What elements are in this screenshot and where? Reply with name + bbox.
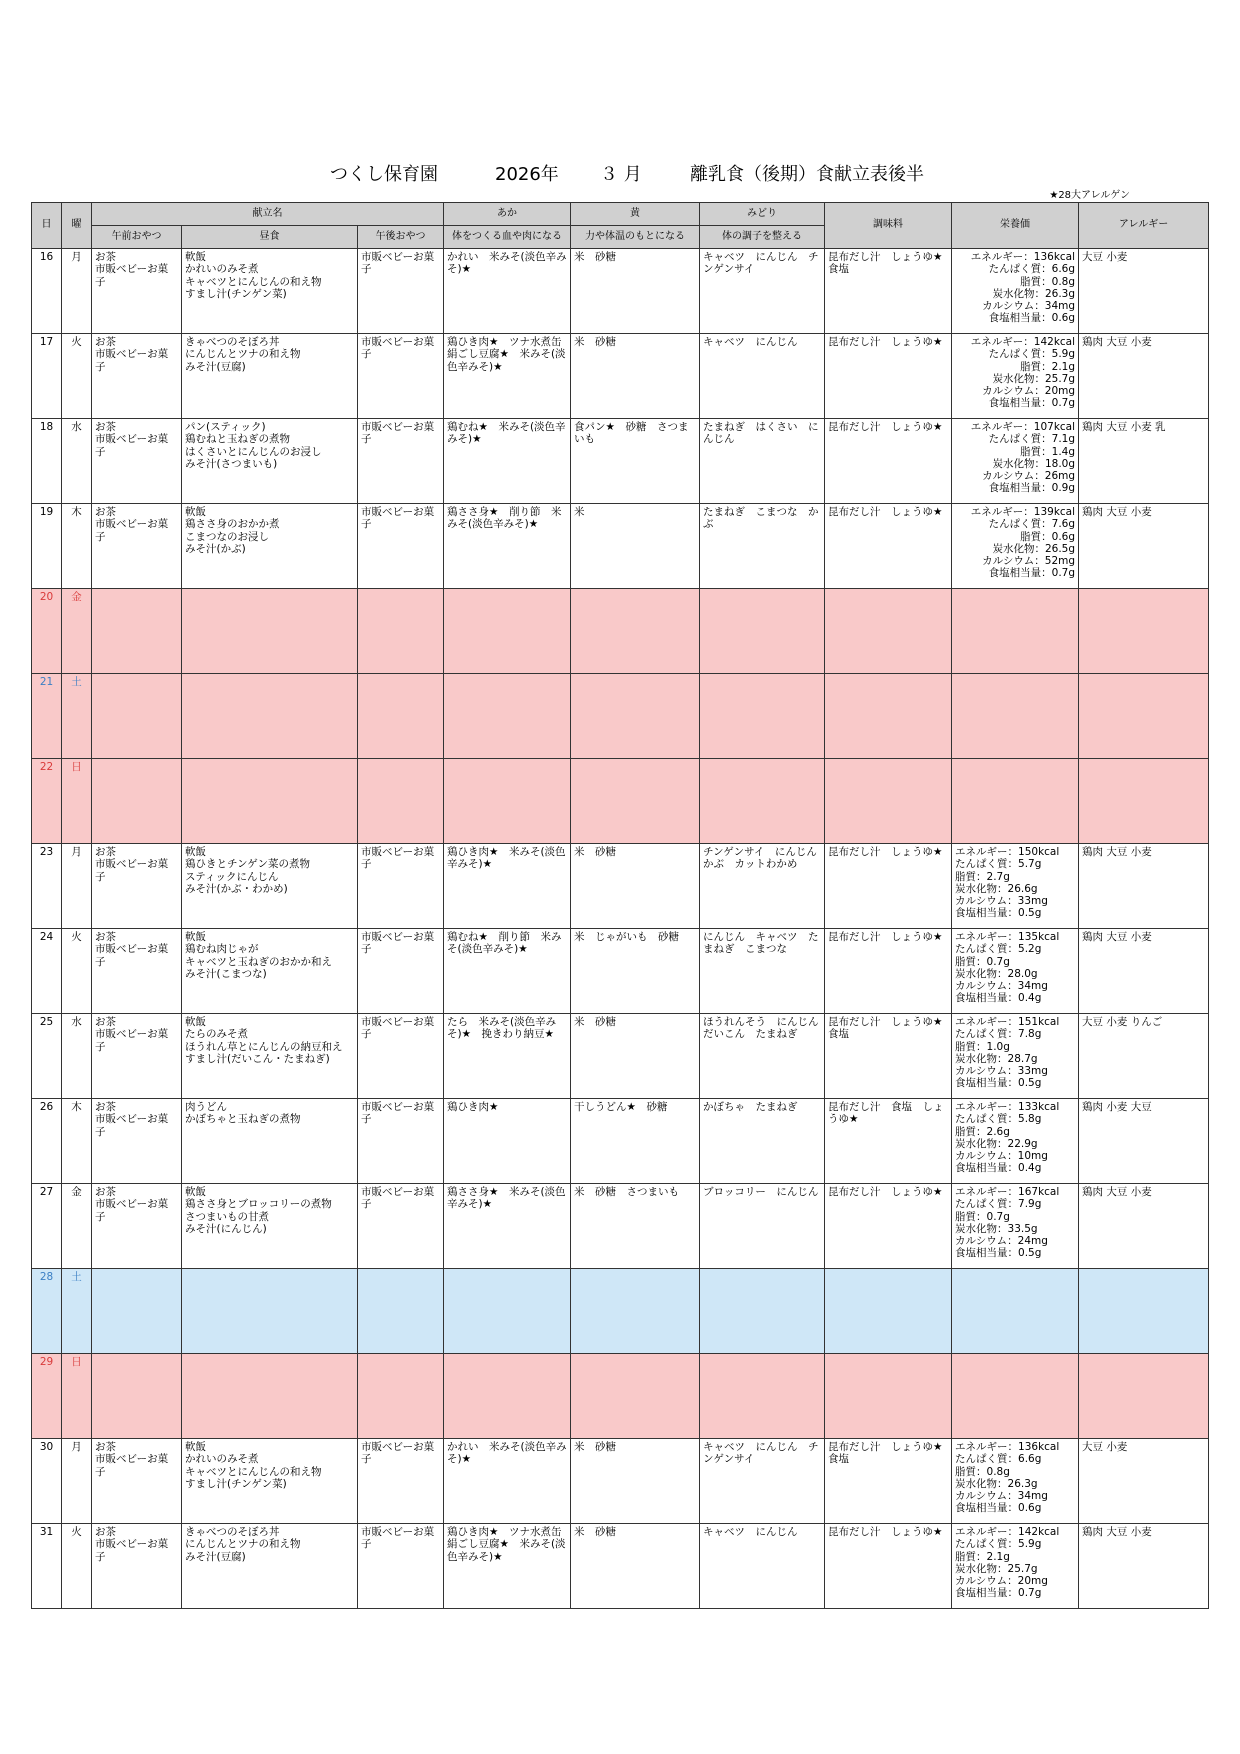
pm-cell: 市販ベビーお菓子 [358,334,444,419]
lunch-cell: パン(スティック) 鶏むねと玉ねぎの煮物 はくさいとにんじんのお浸し みそ汁(さつまいも) [182,419,358,504]
allergy-cell: 鶏肉 大豆 小麦 [1079,844,1209,929]
table-row [32,1184,1209,1269]
red-cell: 鶏ささ身★ 米みそ(淡色辛みそ)★ [444,1184,571,1269]
table-row [32,1354,1209,1439]
seasoning-cell: 昆布だし汁 しょうゆ★ [825,334,952,419]
seasoning-cell: 昆布だし汁 しょうゆ★ [825,844,952,929]
weekday-cell: 土 [62,1269,92,1354]
weekday-cell: 木 [62,1099,92,1184]
yellow-cell: 米 砂糖 さつまいも [571,1184,700,1269]
lunch-cell [182,674,358,759]
nutrition-cell: エネルギー：151kcal たんぱく質：7.8g 脂質：1.0g 炭水化物：28.7g カルシウム：33mg 食塩相当量：0.5g [952,1014,1079,1099]
lunch-cell: 軟飯 鶏ささ身とブロッコリーの煮物 さつまいもの甘煮 みそ汁(にんじん) [182,1184,358,1269]
pm-cell: 市販ベビーお菓子 [358,929,444,1014]
am-cell [92,674,182,759]
pm-cell: 市販ベビーお菓子 [358,249,444,334]
red-cell: たら 米みそ(淡色辛みそ)★ 挽きわり納豆★ [444,1014,571,1099]
allergy-cell: 大豆 小麦 りんご [1079,1014,1209,1099]
green-cell: にんじん キャベツ たまねぎ こまつな [700,929,825,1014]
seasoning-cell: 昆布だし汁 しょうゆ★ 食塩 [825,1014,952,1099]
seasoning-cell: 昆布だし汁 しょうゆ★ [825,929,952,1014]
weekday-cell: 月 [62,1439,92,1524]
col-am: 午前おやつ [92,226,182,249]
red-cell [444,1269,571,1354]
allergy-cell: 鶏肉 大豆 小麦 [1079,1524,1209,1609]
day-cell: 28 [32,1269,62,1354]
weekday-cell: 日 [62,759,92,844]
seasoning-cell: 昆布だし汁 しょうゆ★ [825,1524,952,1609]
green-cell: キャベツ にんじん [700,334,825,419]
col-allergy: アレルギー [1079,203,1209,249]
nutrition-cell [952,589,1079,674]
table-row [32,1099,1209,1184]
day-cell: 25 [32,1014,62,1099]
day-cell: 24 [32,929,62,1014]
yellow-cell: 米 じゃがいも 砂糖 [571,929,700,1014]
seasoning-cell [825,674,952,759]
year: 2026年 [495,164,559,185]
table-row [32,674,1209,759]
table-row [32,334,1209,419]
seasoning-cell [825,1354,952,1439]
pm-cell [358,674,444,759]
menu-title: 離乳食（後期）食献立表後半 [690,164,924,185]
pm-cell: 市販ベビーお菓子 [358,1184,444,1269]
nutrition-cell: エネルギー：139kcal たんぱく質：7.6g 脂質：0.6g 炭水化物：26.5g カルシウム：52mg 食塩相当量：0.7g [952,504,1079,589]
col-green-sub: 体の調子を整える [700,226,825,249]
green-cell: キャベツ にんじん チンゲンサイ [700,249,825,334]
lunch-cell: 軟飯 鶏ひきとチンゲン菜の煮物 スティックにんじん みそ汁(かぶ・わかめ) [182,844,358,929]
allergy-cell: 鶏肉 大豆 小麦 [1079,929,1209,1014]
green-cell [700,759,825,844]
allergy-cell [1079,674,1209,759]
table-row [32,1524,1209,1609]
col-red: あか [444,203,571,226]
table-row [32,759,1209,844]
col-pm: 午後おやつ [358,226,444,249]
page-title [0,160,1240,186]
am-cell: お茶 市販ベビーお菓子 [92,1099,182,1184]
yellow-cell: 食パン★ 砂糖 さつまいも [571,419,700,504]
am-cell [92,759,182,844]
table-row [32,419,1209,504]
yellow-cell [571,589,700,674]
pm-cell: 市販ベビーお菓子 [358,504,444,589]
red-cell: 鶏むね★ 削り節 米みそ(淡色辛みそ)★ [444,929,571,1014]
weekday-cell: 金 [62,1184,92,1269]
table-row [32,504,1209,589]
nutrition-cell [952,674,1079,759]
green-cell: たまねぎ はくさい にんじん [700,419,825,504]
pm-cell [358,1269,444,1354]
lunch-cell: 軟飯 かれいのみそ煮 キャベツとにんじんの和え物 すまし汁(チンゲン菜) [182,249,358,334]
pm-cell: 市販ベビーお菓子 [358,1014,444,1099]
lunch-cell [182,589,358,674]
am-cell: お茶 市販ベビーお菓子 [92,1524,182,1609]
nutrition-cell: エネルギー：107kcal たんぱく質：7.1g 脂質：1.4g 炭水化物：18.0g カルシウム：26mg 食塩相当量：0.9g [952,419,1079,504]
col-seasoning: 調味料 [825,203,952,249]
weekday-cell: 月 [62,249,92,334]
am-cell [92,589,182,674]
table-row [32,844,1209,929]
allergy-cell [1079,589,1209,674]
nutrition-cell: エネルギー：167kcal たんぱく質：7.9g 脂質：0.7g 炭水化物：33.5g カルシウム：24mg 食塩相当量：0.5g [952,1184,1079,1269]
school-name: つくし保育園 [330,164,438,185]
green-cell [700,674,825,759]
green-cell: チンゲンサイ にんじん かぶ カットわかめ [700,844,825,929]
green-cell: ほうれんそう にんじん だいこん たまねぎ [700,1014,825,1099]
col-menu-group: 献立名 [92,203,444,226]
allergy-cell: 鶏肉 大豆 小麦 [1079,334,1209,419]
yellow-cell [571,674,700,759]
am-cell: お茶 市販ベビーお菓子 [92,844,182,929]
allergy-cell: 大豆 小麦 [1079,249,1209,334]
nutrition-cell [952,1354,1079,1439]
table-row [32,1014,1209,1099]
nutrition-cell: エネルギー：142kcal たんぱく質：5.9g 脂質：2.1g 炭水化物：25.7g カルシウム：20mg 食塩相当量：0.7g [952,1524,1079,1609]
green-cell: ブロッコリー にんじん [700,1184,825,1269]
am-cell: お茶 市販ベビーお菓子 [92,504,182,589]
pm-cell: 市販ベビーお菓子 [358,844,444,929]
red-cell: 鶏ひき肉★ 米みそ(淡色辛みそ)★ [444,844,571,929]
col-lunch: 昼食 [182,226,358,249]
yellow-cell: 米 砂糖 [571,249,700,334]
weekday-cell: 水 [62,1014,92,1099]
pm-cell [358,759,444,844]
col-red-sub: 体をつくる血や肉になる [444,226,571,249]
day-cell: 20 [32,589,62,674]
seasoning-cell: 昆布だし汁 しょうゆ★ 食塩 [825,1439,952,1524]
green-cell [700,589,825,674]
red-cell: 鶏ひき肉★ ツナ水煮缶 絹ごし豆腐★ 米みそ(淡色辛みそ)★ [444,1524,571,1609]
lunch-cell: 肉うどん かぼちゃと玉ねぎの煮物 [182,1099,358,1184]
lunch-cell: 軟飯 たらのみそ煮 ほうれん草とにんじんの納豆和え すまし汁(だいこん・たまねぎ) [182,1014,358,1099]
yellow-cell [571,1269,700,1354]
yellow-cell: 米 砂糖 [571,1439,700,1524]
yellow-cell: 米 [571,504,700,589]
nutrition-cell: エネルギー：135kcal たんぱく質：5.2g 脂質：0.7g 炭水化物：28.0g カルシウム：34mg 食塩相当量：0.4g [952,929,1079,1014]
day-cell: 29 [32,1354,62,1439]
lunch-cell: 軟飯 鶏ささ身のおかか煮 こまつなのお浸し みそ汁(かぶ) [182,504,358,589]
weekday-cell: 土 [62,674,92,759]
pm-cell [358,589,444,674]
weekday-cell: 火 [62,929,92,1014]
seasoning-cell [825,1269,952,1354]
col-green: みどり [700,203,825,226]
col-nutrition: 栄養価 [952,203,1079,249]
lunch-cell: 軟飯 かれいのみそ煮 キャベツとにんじんの和え物 すまし汁(チンゲン菜) [182,1439,358,1524]
pm-cell: 市販ベビーお菓子 [358,1439,444,1524]
lunch-cell: 軟飯 鶏むね肉じゃが キャベツと玉ねぎのおかか和え みそ汁(こまつな) [182,929,358,1014]
day-cell: 16 [32,249,62,334]
yellow-cell [571,759,700,844]
seasoning-cell [825,759,952,844]
nutrition-cell: エネルギー：133kcal たんぱく質：5.8g 脂質：2.6g 炭水化物：22.9g カルシウム：10mg 食塩相当量：0.4g [952,1099,1079,1184]
weekday-cell: 火 [62,334,92,419]
red-cell: 鶏ひき肉★ ツナ水煮缶 絹ごし豆腐★ 米みそ(淡色辛みそ)★ [444,334,571,419]
col-yellow-sub: 力や体温のもとになる [571,226,700,249]
menu-body [32,249,1209,1609]
lunch-cell [182,1269,358,1354]
lunch-cell: きゃべつのそぼろ丼 にんじんとツナの和え物 みそ汁(豆腐) [182,1524,358,1609]
allergen-note: ★28大アレルゲン [1049,190,1130,201]
seasoning-cell: 昆布だし汁 しょうゆ★ [825,504,952,589]
green-cell [700,1354,825,1439]
col-day: 日 [32,203,62,249]
day-cell: 17 [32,334,62,419]
seasoning-cell [825,589,952,674]
yellow-cell [571,1354,700,1439]
am-cell: お茶 市販ベビーお菓子 [92,929,182,1014]
day-cell: 23 [32,844,62,929]
day-cell: 19 [32,504,62,589]
day-cell: 18 [32,419,62,504]
menu-table [31,202,1209,1609]
weekday-cell: 金 [62,589,92,674]
nutrition-cell: エネルギー：142kcal たんぱく質：5.9g 脂質：2.1g 炭水化物：25.7g カルシウム：20mg 食塩相当量：0.7g [952,334,1079,419]
nutrition-cell [952,759,1079,844]
nutrition-cell: エネルギー：136kcal たんぱく質：6.6g 脂質：0.8g 炭水化物：26.3g カルシウム：34mg 食塩相当量：0.6g [952,1439,1079,1524]
lunch-cell [182,1354,358,1439]
table-row [32,1439,1209,1524]
col-dow: 曜 [62,203,92,249]
allergy-cell: 鶏肉 大豆 小麦 [1079,1184,1209,1269]
green-cell: たまねぎ こまつな かぶ [700,504,825,589]
pm-cell [358,1354,444,1439]
allergy-cell: 大豆 小麦 [1079,1439,1209,1524]
seasoning-cell: 昆布だし汁 食塩 しょうゆ★ [825,1099,952,1184]
red-cell: 鶏ささ身★ 削り節 米みそ(淡色辛みそ)★ [444,504,571,589]
weekday-cell: 月 [62,844,92,929]
table-row [32,1269,1209,1354]
yellow-cell: 米 砂糖 [571,334,700,419]
allergy-cell: 鶏肉 大豆 小麦 乳 [1079,419,1209,504]
green-cell: キャベツ にんじん チンゲンサイ [700,1439,825,1524]
am-cell: お茶 市販ベビーお菓子 [92,1439,182,1524]
allergy-cell [1079,759,1209,844]
lunch-cell [182,759,358,844]
table-row [32,589,1209,674]
am-cell: お茶 市販ベビーお菓子 [92,419,182,504]
am-cell [92,1269,182,1354]
yellow-cell: 米 砂糖 [571,1524,700,1609]
pm-cell: 市販ベビーお菓子 [358,1524,444,1609]
weekday-cell: 日 [62,1354,92,1439]
red-cell [444,674,571,759]
day-cell: 22 [32,759,62,844]
am-cell [92,1354,182,1439]
seasoning-cell: 昆布だし汁 しょうゆ★ [825,419,952,504]
red-cell [444,759,571,844]
seasoning-cell: 昆布だし汁 しょうゆ★ [825,1184,952,1269]
green-cell: キャベツ にんじん [700,1524,825,1609]
month: ３ 月 [600,164,642,185]
nutrition-cell [952,1269,1079,1354]
red-cell: かれい 米みそ(淡色辛みそ)★ [444,249,571,334]
green-cell [700,1269,825,1354]
am-cell: お茶 市販ベビーお菓子 [92,249,182,334]
red-cell [444,589,571,674]
day-cell: 30 [32,1439,62,1524]
red-cell: かれい 米みそ(淡色辛みそ)★ [444,1439,571,1524]
day-cell: 31 [32,1524,62,1609]
am-cell: お茶 市販ベビーお菓子 [92,1184,182,1269]
pm-cell: 市販ベビーお菓子 [358,419,444,504]
yellow-cell: 干しうどん★ 砂糖 [571,1099,700,1184]
weekday-cell: 水 [62,419,92,504]
allergy-cell: 鶏肉 小麦 大豆 [1079,1099,1209,1184]
am-cell: お茶 市販ベビーお菓子 [92,334,182,419]
day-cell: 27 [32,1184,62,1269]
allergy-cell: 鶏肉 大豆 小麦 [1079,504,1209,589]
table-row [32,249,1209,334]
green-cell: かぼちゃ たまねぎ [700,1099,825,1184]
yellow-cell: 米 砂糖 [571,844,700,929]
pm-cell: 市販ベビーお菓子 [358,1099,444,1184]
nutrition-cell: エネルギー：136kcal たんぱく質：6.6g 脂質：0.8g 炭水化物：26.3g カルシウム：34mg 食塩相当量：0.6g [952,249,1079,334]
red-cell [444,1354,571,1439]
weekday-cell: 火 [62,1524,92,1609]
table-row [32,929,1209,1014]
allergy-cell [1079,1354,1209,1439]
nutrition-cell: エネルギー：150kcal たんぱく質：5.7g 脂質：2.7g 炭水化物：26.6g カルシウム：33mg 食塩相当量：0.5g [952,844,1079,929]
col-yellow: 黄 [571,203,700,226]
allergy-cell [1079,1269,1209,1354]
yellow-cell: 米 砂糖 [571,1014,700,1099]
red-cell: 鶏むね★ 米みそ(淡色辛みそ)★ [444,419,571,504]
weekday-cell: 木 [62,504,92,589]
day-cell: 21 [32,674,62,759]
day-cell: 26 [32,1099,62,1184]
seasoning-cell: 昆布だし汁 しょうゆ★ 食塩 [825,249,952,334]
lunch-cell: きゃべつのそぼろ丼 にんじんとツナの和え物 みそ汁(豆腐) [182,334,358,419]
am-cell: お茶 市販ベビーお菓子 [92,1014,182,1099]
red-cell: 鶏ひき肉★ [444,1099,571,1184]
